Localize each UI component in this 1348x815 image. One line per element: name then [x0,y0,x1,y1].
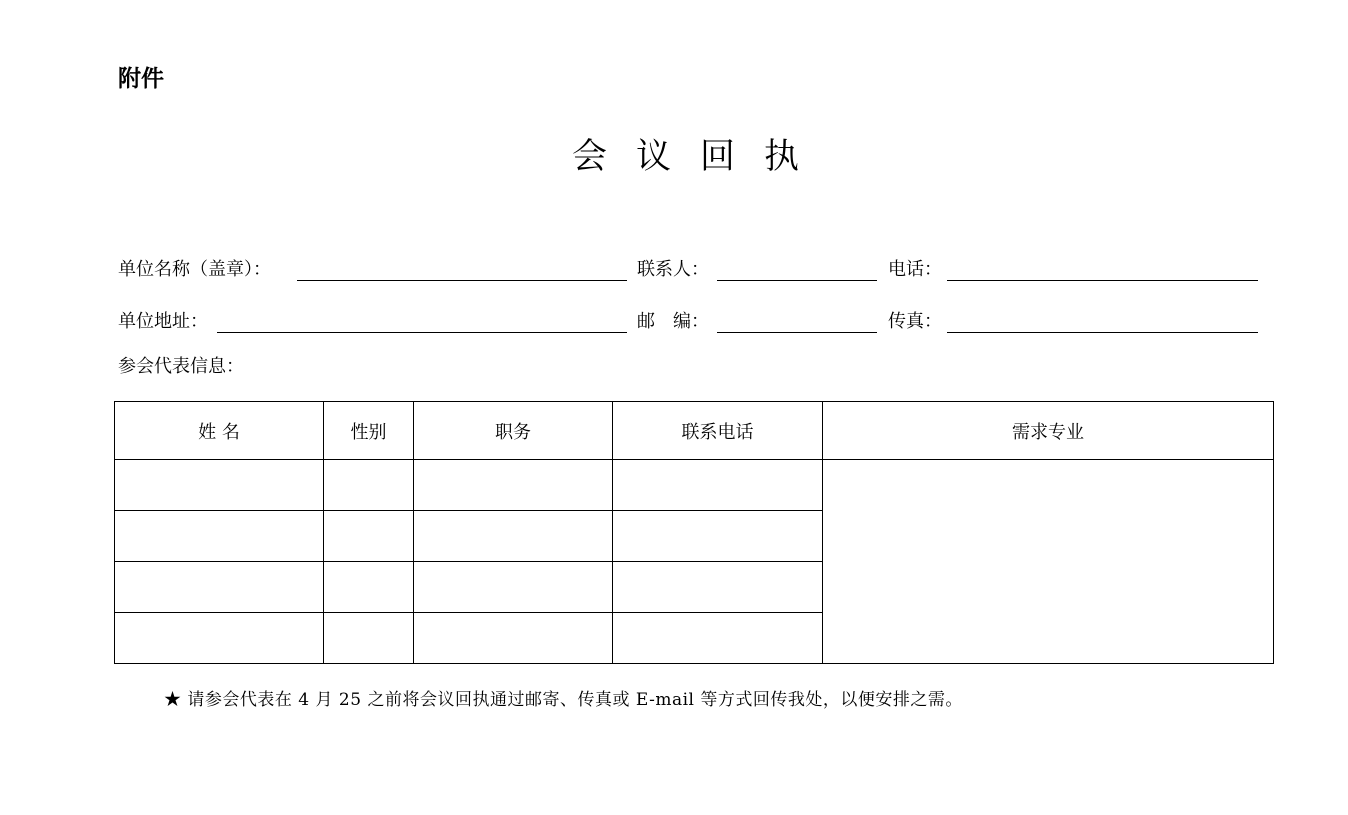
fax-label: 传真： [888,311,942,332]
page-title: 会议回执 [571,137,828,177]
representatives-table [114,401,1274,664]
address-label: 单位地址： [118,311,208,332]
header-contact-phone: 联系电话 [613,402,823,460]
postcode-label: 邮 编： [637,311,709,332]
cell-name[interactable] [115,613,324,664]
footnote: ★ 请参会代表在 4 月 25 之前将会议回执通过邮寄、传真或 E-mail 等方式回传我处，以便安排之需。 [164,690,963,710]
cell-gender[interactable] [324,460,414,511]
cell-position[interactable] [414,562,613,613]
phone-field[interactable] [947,280,1258,281]
cell-name[interactable] [115,460,324,511]
fax-field[interactable] [947,332,1258,333]
cell-contact-phone[interactable] [613,460,823,511]
table-header-row [115,402,1274,460]
table-row [115,460,1274,511]
cell-contact-phone[interactable] [613,562,823,613]
cell-position[interactable] [414,460,613,511]
header-name: 姓 名 [115,402,324,460]
contact-label: 联系人： [637,259,709,280]
postcode-field[interactable] [717,332,877,333]
cell-name[interactable] [115,511,324,562]
org-name-field[interactable] [297,280,627,281]
address-field[interactable] [217,332,627,333]
cell-name[interactable] [115,562,324,613]
cell-position[interactable] [414,613,613,664]
cell-gender[interactable] [324,562,414,613]
cell-gender[interactable] [324,613,414,664]
cell-position[interactable] [414,511,613,562]
cell-contact-phone[interactable] [613,511,823,562]
header-gender: 性别 [324,402,414,460]
header-position: 职务 [414,402,613,460]
phone-label: 电话： [888,259,942,280]
cell-gender[interactable] [324,511,414,562]
reps-info-label: 参会代表信息： [118,356,244,377]
header-required-specialty: 需求专业 [823,402,1274,460]
attachment-label: 附件 [118,66,164,92]
org-name-label: 单位名称（盖章）： [118,259,271,280]
cell-contact-phone[interactable] [613,613,823,664]
contact-field[interactable] [717,280,877,281]
cell-required-specialty[interactable] [823,460,1274,664]
